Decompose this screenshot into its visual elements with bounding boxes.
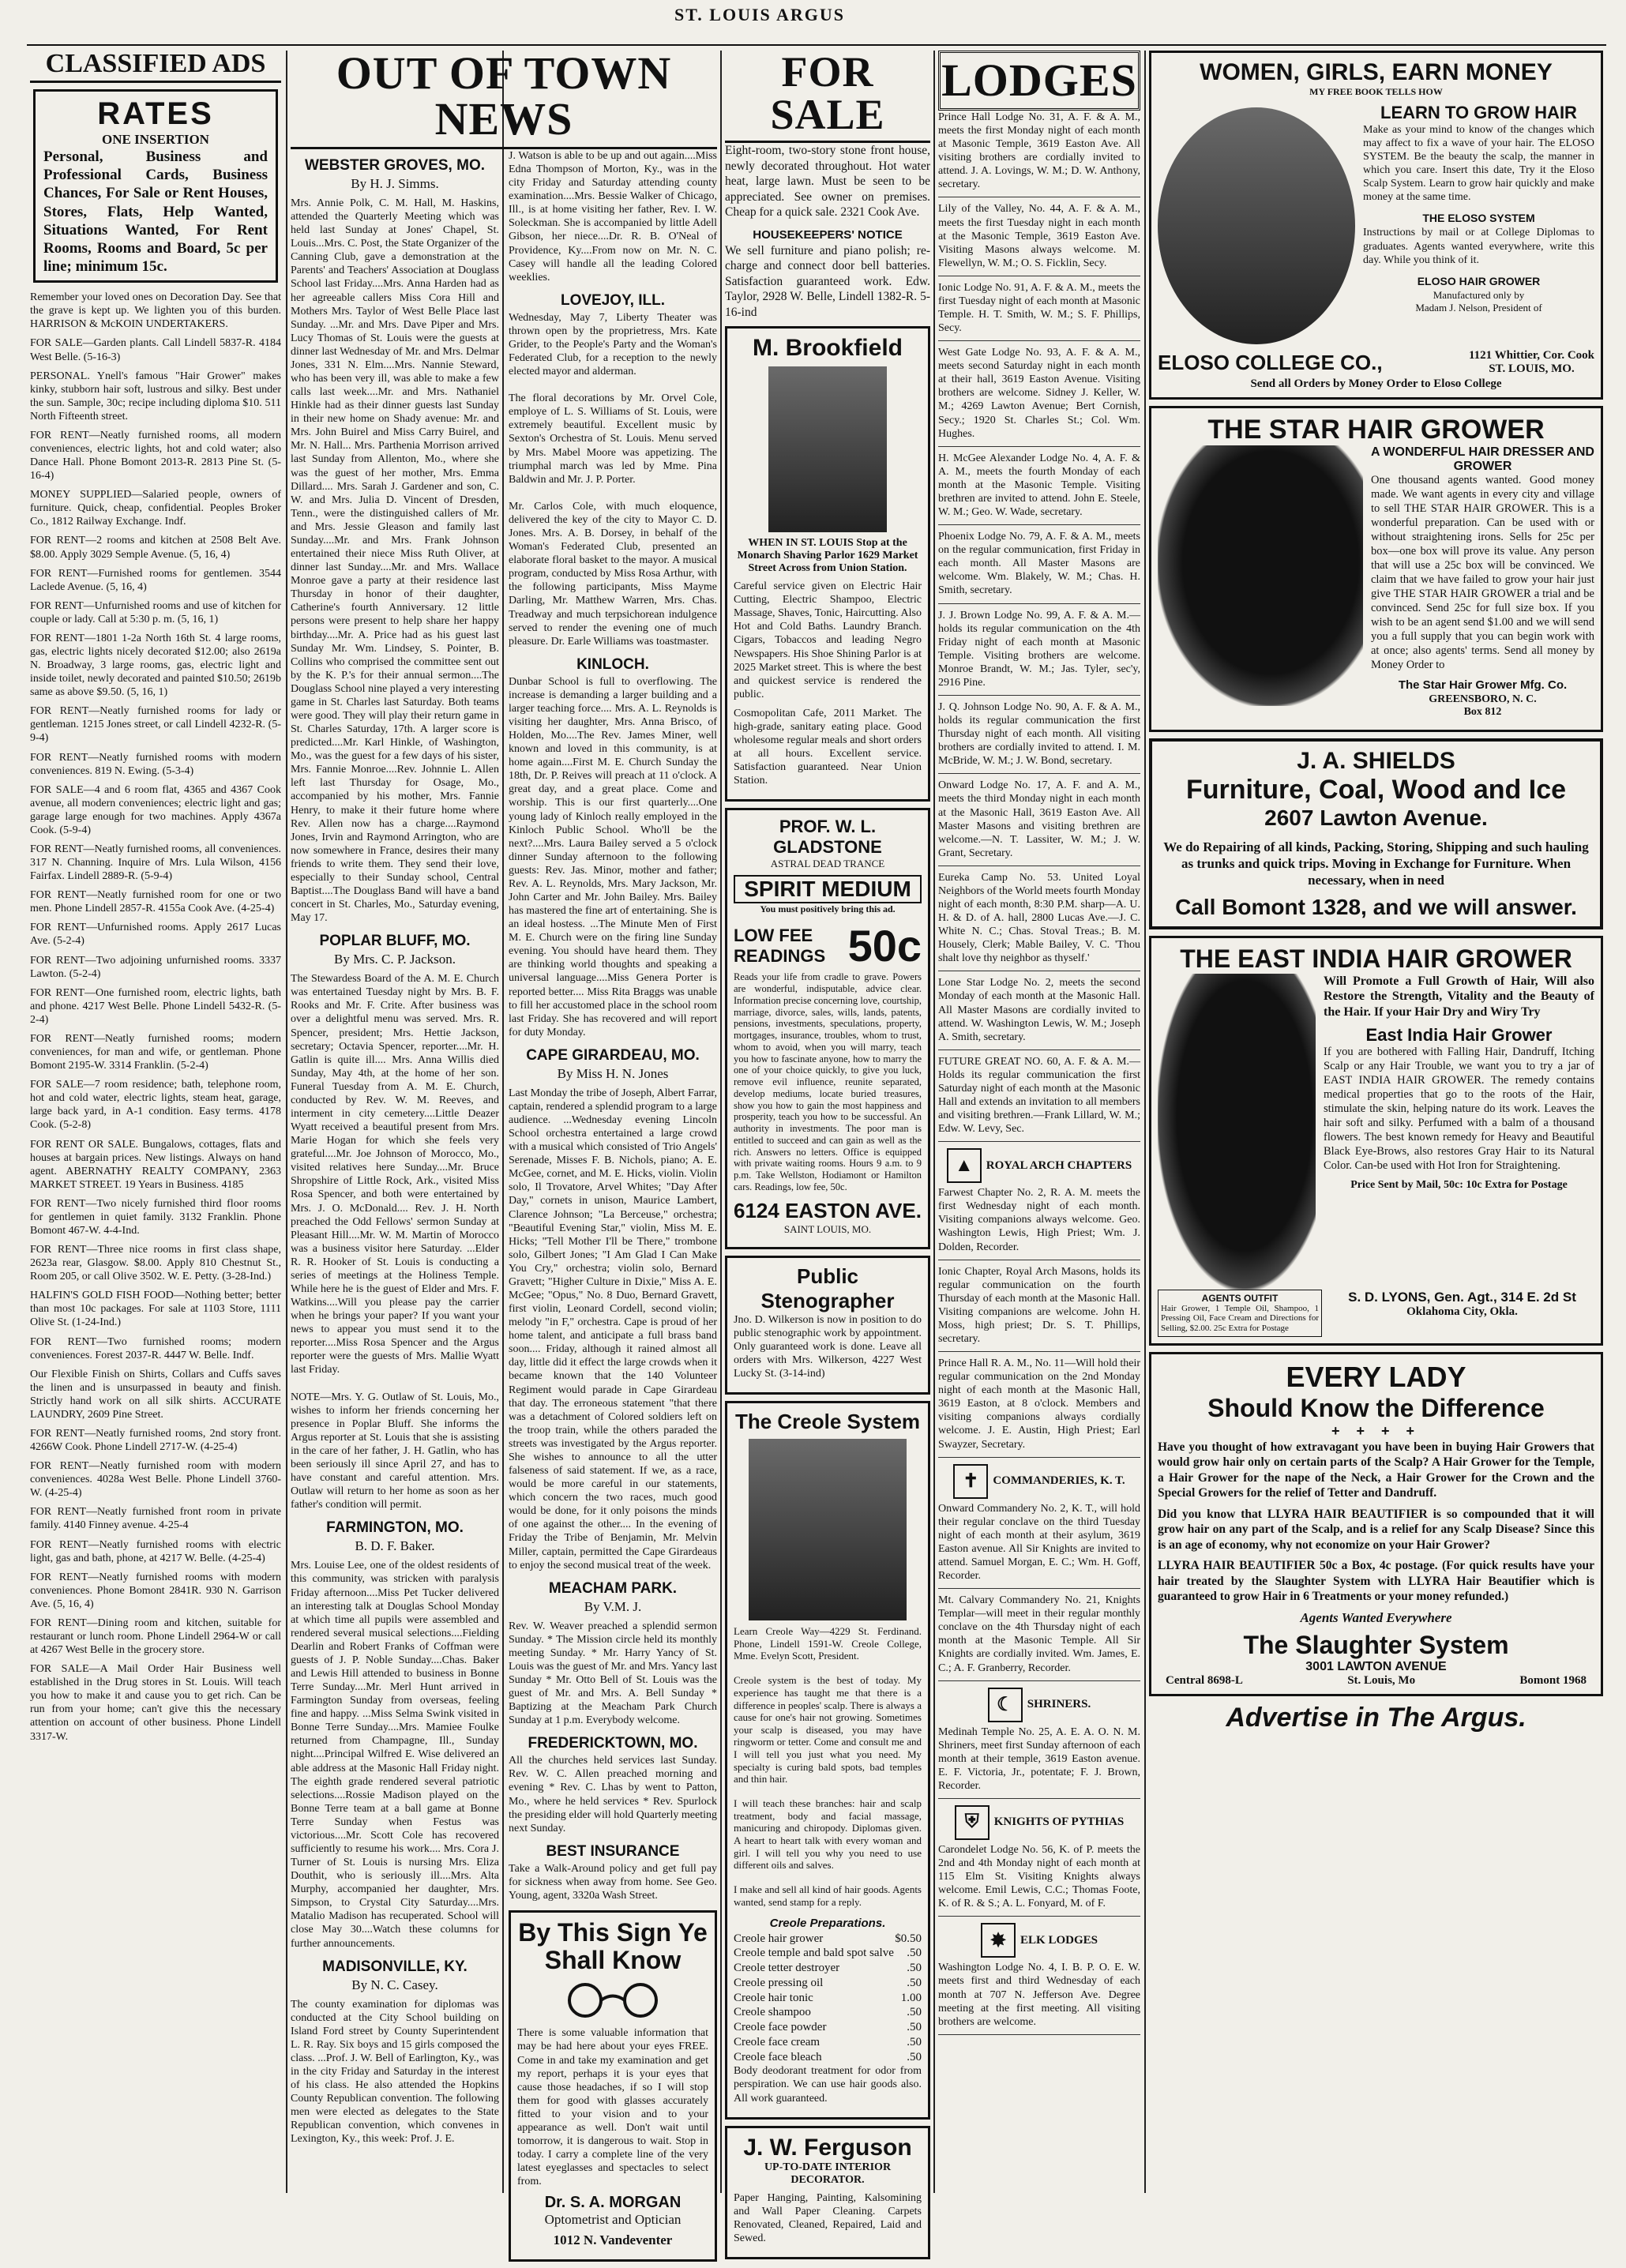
gladstone-price: 50c — [847, 921, 922, 971]
price-row — [734, 1946, 922, 1961]
gladstone-ad — [725, 808, 930, 1249]
slaughter-phone-2: Bomont 1968 — [1519, 1673, 1587, 1687]
out-of-town-left — [291, 149, 499, 2268]
price-item-value: .50 — [907, 2035, 922, 2048]
news-text: The Stewardess Board of the A. M. E. Church was entertained Tuesday night by Mrs. B. F. Rooks and Mr. F. Crite. After business was over a delightful menu was served. Mrs. R. Spencer, president; Mrs. Hettie Jackson, secretary; Octavia Spencer, reporter....Mr. H. Gatlin is quite ill.... Mrs. Anna Willis died Sunday, May 4th, at the home of her son. Funeral Tuesday from A. M. E. Church, conducted by Rev. W. M. Reeves, and interment in city cemetery....Little Deazer Wyatt received a beautiful present from Mrs. Marie Hogan for which she feels very grateful....Mr. Joe Johnson of Morocco, Mo., visited relatives here Sunday....Mr. Bruce Shropshire of Little Rock, Ark., visited Miss Rosa Spencer, and both were entertained by Mrs. J. O. McDonald.... Rev. J. H. North preached the Odd Fellows' sermon Sunday at Pleasant Hill....Mr. W. M. Martin of Morocco was a business visitor here Saturday. ...Elder R. R. Hooker of St. Louis is conducting a series of meetings at the Holiness Temple. While here he is the guest of Elder and Mrs. F. Watkins....Will you please pay the carrier when he brings your paper? If you want your news to appear you must send it to the reporter....Miss Rosa Spencer and the Argus reporter were the guests of Mrs. Mallie Wyatt last Friday. NOTE—Mrs. Y. G. Outlaw of St. Louis, Mo., wishes to inform her friends concerning her presence in Poplar Bluff. She informs the Argus reporter at St. Louis that she is assisting in the care of her father, J. H. Gatlin, who has been seriously ill since April 27, and has to have constant and careful attention. Mrs. Outlaw will return to her home as soon as her father's condition will permit. — [291, 973, 499, 1511]
news-place: BEST INSURANCE — [546, 1842, 680, 1860]
news-text: Dunbar School is full to overflowing. The increase is demanding a larger building and a larger teaching force.... Mrs. A. L. Reynolds is visiting her daughter, Mrs. Anna Brisco, of Holden, Mo....The Rev. James Miner, well known and loved in this community, is at home again....First M. E. Church Sunday the 18th, Dr. P. Reives will preach at 11 o'clock. A great day, and a great place. Come and worship. This is our first quarterly....One young lady of Kinloch really employed in the Kinloch Public School. Who'll be the next?....Mrs. Laura Bailey served a 5 o'clock dinner Sunday afternoon to the following guests: Rev. Jas. Minor, mother and father; Rev. A. L. Reynolds, Mrs. Mary Jackson, Mr. John Carter and Mr. John Bailey. Mrs. Bailey has mastered the fine art of entertaining. She is an ideal hostess. ...The Minute Men of First M. E. Church were on the firing line Sunday evening. You should have heard them. They are thinking world thoughts and speaking a universal language....Miss Genera Porter is reported better.... Miss Rita Braggs was unable to fill her accustomed place in the school room last Friday. She has recovered and will report for duty Monday. — [509, 675, 717, 1038]
lodge-notice: FUTURE GREAT NO. 60, A. F. & A. M.—Holds its regular communication the first Saturday night of each month at the Masonic Hall and extends an invitation to all members and visiting brethren.—Frank Lillard, W. M.; Edw. W. Levy, Sec. — [938, 1055, 1140, 1136]
classified-item: FOR RENT—Three nice rooms in first class shape, 2623a rear, Glasgow. $8.00. Apply 810 Chestnut St., Room 205, or call Olive 3502. W. E. Petty. (3-28-Ind.) — [30, 1244, 281, 1283]
star-text-block — [1371, 445, 1594, 723]
every-lady-p3: LLYRA HAIR BEAUTIFIER 50c a Box, 4c postage. (For quick results have your hair treated by the Slaughter System with LLYRA Hair Beautifier which is guaranteed to grow Hair in 6 Treatments or your money refunded.) — [1158, 1559, 1594, 1604]
news-text: Rev. W. Weaver preached a splendid sermon Sunday. * The Mission circle held its monthly meeting Sunday. * Mr. Harry Yancy of St. Louis was the guest of Mr. and Mrs. Yancy last Sunday * Mr. Otto Bell of St. Louis was the guest of Mr. and Mrs. A. Bell Sunday * Baptizing at the Meacham Park Church Sunday at 1 p.m. Everybody welcome. — [509, 1620, 717, 1727]
shriners-list — [938, 1725, 1140, 1799]
classified-item: FOR RENT—Neatly furnished rooms with electric light, gas and bath, phone, at 4217 W. Belle. (4-25-4) — [30, 1538, 281, 1564]
hair-ads-column — [1149, 51, 1603, 2193]
classified-item: FOR SALE—Garden plants. Call Lindell 5837-R. 4184 West Belle. (5-16-3) — [30, 337, 281, 363]
east-india-text: If you are bothered with Falling Hair, Dandruff, Itching Scalp or any Hair Trouble, we want you to try a jar of EAST INDIA HAIR GROWER. The remedy contains medical properties that go to the roots of the Hair, stimulate the skin, helping nature do its work. Leaves the hair soft and silky. Perfumed with a balm of a thousand flowers. The best known remedy for Heavy and Beautiful Black Eye-Brows, also restores Gray Hair to its Natural Color. Can-be used with Hot Iron for Straightening. — [1324, 1046, 1594, 1173]
classified-item: FOR RENT—Neatly furnished front room in private family. 4140 Finney avenue. 4-25-4 — [30, 1506, 281, 1532]
gladstone-text: Reads your life from cradle to grave. Powers are wonderful, indisputable, advice clear. Information precise concerning love, courtship, marriage, divorce, sales, wills, lands, patents, pensions, investments, speculations, property, mortgages, insurance, troubles, whom to trust, whom to avoid, when you will marry, teach you how to fascinate anyone, how to marry the one of your choice quickly, to give you luck, remove evil influence, reunite separated, develop mediums, locate buried treasures, show you how to gain the most happiness and prosperity, teach you how to be successful. An authority in investments. The poor man is entitled to succeed and can gain as well as the rich. Answers no letters. Office is equipped with private waiting rooms. Hours 9 a.m. to 9 p.m. Take Wellston, Hodiamont or Hamilton cars. Readings, low fee, 50c. — [734, 971, 922, 1192]
eloso-system: THE ELOSO SYSTEM — [1422, 212, 1535, 225]
commanderies-title: COMMANDERIES, K. T. — [993, 1474, 1125, 1488]
classified-item: FOR RENT—Two adjoining unfurnished rooms. 3337 Lawton. (5-2-4) — [30, 954, 281, 980]
elk-emblem-icon: ✸ — [981, 1923, 1016, 1958]
gladstone-sub: ASTRAL DEAD TRANCE — [770, 858, 885, 870]
news-text: Take a Walk-Around policy and get full pay for sickness when away from home. See Geo. Young, agent, 3320a Wash Street. — [509, 1862, 717, 1902]
price-item-name: Creole tetter destroyer — [734, 1962, 840, 1975]
classified-item: FOR RENT—Neatly furnished rooms, all conveniences. 317 N. Channing. Inquire of Mrs. Lula Wilson, 4156 Fairfax. Lindell 2889-R. (5-9-4) — [30, 843, 281, 883]
out-of-town-column — [291, 47, 717, 2248]
east-india-lead: Will Promote a Full Growth of Hair, Will also Restore the Strength, Vitality and the Beauty of the Hair. If your Hair Dry and Wiry Try — [1324, 974, 1594, 1019]
every-lady-ad — [1149, 1352, 1603, 1696]
classified-column — [30, 51, 281, 2193]
royal-arch-emblem-icon: ▲ — [947, 1148, 982, 1183]
rates-body: Personal, Business and Professional Cards, Business Chances, For Sale or Rent Houses, Stores, Flats, Help Wanted, Situations Wanted, For Rent Rooms, Rooms and Board, 5c per line; minimum 15c. — [43, 148, 268, 276]
classified-item: FOR RENT—Two nicely furnished third floor rooms for gentlemen in quiet family. 3132 Franklin. Phone Bomont 467-W. 4-4-Ind. — [30, 1197, 281, 1237]
column-rule — [933, 51, 935, 2193]
classified-item: FOR RENT OR SALE. Bungalows, cottages, flats and houses at bargain prices. New listings. Always on hand agent. ABERNATHY REALTY COMPANY, 2363 MARKET STREET. 19 Years in Business. 4185 — [30, 1138, 281, 1191]
lodge-notice: Farwest Chapter No. 2, R. A. M. meets the first Wednesday night of each month. Visiting companions always welcome. Geo. Washington Lewis, High Priest; Wm. J. Dolden, Recorder. — [938, 1187, 1140, 1253]
eloso-note: Instructions by mail or at College Diplomas to graduates. Agents wanted everywhere, write this day. While you think of it. — [1363, 227, 1594, 266]
news-section — [291, 157, 499, 925]
brookfield-title: M. Brookfield — [752, 335, 903, 362]
news-section — [509, 292, 717, 648]
classified-item: Remember your loved ones on Decoration Day. See that the grave is kept up. We lighten you of this burden. HARRISON & McKOIN UNDERTAKERS. — [30, 291, 281, 331]
rates-subtitle: ONE INSERTION — [102, 132, 209, 147]
every-lady-agents: Agents Wanted Everywhere — [1300, 1609, 1452, 1625]
price-item-value: .50 — [907, 1947, 922, 1960]
pythias-title: KNIGHTS OF PYTHIAS — [993, 1816, 1125, 1829]
stenographer-title: Public Stenographer — [760, 1264, 895, 1312]
notice-divider — [938, 1680, 1140, 1681]
east-india-illustration — [1158, 974, 1316, 1290]
eloso-city: ST. LOUIS, MO. — [1489, 362, 1575, 375]
notice-divider — [938, 1141, 1140, 1142]
lodge-notice: Prince Hall Lodge No. 31, A. F. & A. M., meets the first Monday night of each month at Masonic Temple, 3619 Easton Ave. All visiting brothers are cordially invited to attend. J. A. Lovings, W. M.; D. W. Anthony, secretary. — [938, 111, 1140, 191]
price-row — [734, 1961, 922, 1976]
lodge-notice: Ionic Chapter, Royal Arch Masons, holds its regular communication on the fourth Thursday of each month at the Masonic Hall. Visiting companions are welcome. John H. Moss, high priest; Dr. S. T. Phillips, secretary. — [938, 1265, 1140, 1346]
classified-item: FOR RENT—Neatly furnished rooms; modern conveniences, for man and wife, or gentleman. Phone Bomont 2195-W. 3314 Franklin. (5-2-4) — [30, 1032, 281, 1072]
notice-divider — [938, 1798, 1140, 1799]
brookfield-ad — [725, 326, 930, 802]
shriners-heading — [938, 1688, 1140, 1722]
classified-item: FOR RENT—Neatly furnished rooms with modern conveniences. Phone Bomont 2841R. 930 N. Garrison Ave. (5, 16, 4) — [30, 1571, 281, 1610]
classified-item: FOR RENT—Dining room and kitchen, suitable for restaurant or lunch room. Phone Lindell 2964-W or call at 4267 West Belle in the grocery store. — [30, 1617, 281, 1657]
out-of-town-banner: OUT OF TOWN NEWS — [291, 51, 717, 149]
rates-box — [33, 89, 278, 283]
eloso-headline: LEARN TO GROW HAIR — [1380, 103, 1577, 122]
pythias-list — [938, 1843, 1140, 1917]
east-india-city: Oklahoma City, Okla. — [1406, 1305, 1518, 1318]
star-text: One thousand agents wanted. Good money made. We want agents in every city and village to sell THE STAR HAIR GROWER. This is a wonderful preparation. Can be used with or without straightening irons. Sells for 25c per box—one box will prove its value. Any person that will use a 25c box will be convinced. We claim that we have failed to grow your hair just give THE STAR HAIR GROWER a trial and be convinced. Send 25c for full size box. If you wish to be an agent send $1.00 and we will send you a full supply that you can begin work with at once; also agents' terms. Send all money by Money Order to — [1371, 474, 1594, 671]
notice-divider — [938, 1457, 1140, 1458]
east-india-footer — [1158, 1290, 1594, 1337]
notice-divider — [938, 1916, 1140, 1917]
creole-footer: Body deodorant treatment for odor from perspiration. We can use hair goods also. All work guaranteed. — [734, 2065, 922, 2105]
classified-item: FOR SALE—7 room residence; bath, telephone room, hot and cold water, electric lights, steam heat, garage, large back yard, in A-1 condition. Easy terms. 4178 Cook. (5-2-8) — [30, 1079, 281, 1132]
lodge-notice: Prince Hall R. A. M., No. 11—Will hold their regular communication on the 2nd Monday night of each month at the Masonic Hall, 3619 Easton, at 8 o'clock. Members and visiting companions always cordially welcome. J. E. Austin, High Priest; Earl Swayzer, Secretary. — [938, 1357, 1140, 1451]
notice-divider — [938, 695, 1140, 696]
star-title: THE STAR HAIR GROWER — [1207, 415, 1545, 445]
east-india-ad — [1149, 936, 1603, 1346]
lodge-notice: Carondelet Lodge No. 56, K. of P. meets the 2nd and 4th Monday night of each month at 115 Elm St. Visiting Knights always welcome. Emil Lewis, C.C.; Thomas Foote, K. of R. & S.; A. L. Fonyard, M. of F. — [938, 1843, 1140, 1910]
for-sale-column — [725, 48, 930, 2244]
star-city: GREENSBORO, N. C. — [1429, 693, 1537, 705]
news-place: KINLOCH. — [576, 655, 649, 673]
news-text: Mrs. Annie Polk, C. M. Hall, M. Haskins, attended the Quarterly Meeting which was held last Sunday at Jones' Chapel, St. Louis...Mrs. C. Post, the State Organizer of the Canning Club, gave a demonstration at the Parents' and Teachers' Association at Douglass School last Friday....Mrs. Anna Harden had as her agreeable callers Miss Cora Hill and Mothers Mrs. Taylor of West Belle Place last Sunday. ...Mr. and Mrs. Dave Piper and Mrs. Lucy Thomas of St. Louis were the guests at dinner last Wednesday of Mr. and Mrs. Delmar Jones, 331 N. Elm....Mrs. Nannie Steward, who has been very ill, was able to make a few calls last week....Mr. and Mrs. Nathaniel Hinkle had as their dinner guests last Sunday in their new home on Shady avenue: Mr. and Mrs. John Buirel and Miss Carry Buirel, and Mr. N. Hall... Mrs. Parthenia Morrison arrived last Sunday from Allenton, Mo., where she was the guest of her mother, Mrs. Emma Dillard.... Mrs. Sarah J. Gardener and son, C. W. and Mrs. Julia D. Vincent of Dresden, Tenn., were the distinguished callers of Mr. and Mrs. Jessie Gleason and family last Sunday....Mr. and Mrs. Frank Johnson entertained their niece Miss Ruth Oliver, at dinner last Sunday....Mr. and Mrs. Wallace Monroe gave a party at their residence last Thursday in honor of their daughter, Catherine's fourth Anniversary. 12 little persons were present to help share her happy birthday....Mr. A. Price had as his guest last Sunday Mr. Wm. Lindsey, S. Pointer, B. Collins who comprised the committee sent out by the K. P.'s for their annual sermon....The Douglass School nine played a very interesting game in St. Charles last Saturday. Both teams were good. They will play their return game in St. Charles Saturday, 17th. A larger score is predicted....Mr. Karl Hinkle, of Washington, Mo., was the guest for a few days of his sister, Mrs. Fannie Monroe....Rev. Johnnie L. Allen left last Thursday for Osage, Mo., accompanied by his mother, Mrs. Fannie Henry, to make it their future home where Rev. Allen now has a charge....Raymond Jones, Irvin and Raymond Arrington, who are now somewhere in France, desires their many friends to write them. They send their love, especially to their Sunday school, Central Baptist....The Douglass Band will have a band concert in St. Charles, Mo., Saturday evening, May 17. — [291, 197, 499, 925]
lodge-notice: Eureka Camp No. 53. United Loyal Neighbors of the World meets fourth Monday night of each month, 8:30 P.M. sharp—A. U. H. & D. of A. hall, 2800 Lucas Ave.—J. C. White N. C.; Chas. Stoval Treas.; B. M. Housely, Clerk; Mable Bailey, V. C. 'Thou shalt love thy neighbor as thyself.' — [938, 871, 1141, 965]
gladstone-low-fee: LOW FEE READINGS — [734, 925, 826, 966]
notice-divider — [938, 340, 1140, 341]
price-item-value: 1.00 — [900, 1991, 922, 2004]
price-row — [734, 1932, 922, 1947]
brookfield-caption: WHEN IN ST. LOUIS Stop at the Monarch Shaving Parlor 1629 Market Street Across from Union Station. — [737, 537, 918, 575]
newspaper-page — [27, 0, 1606, 2248]
for-sale-banner: FOR SALE — [725, 51, 930, 143]
classified-item: FOR RENT—1801 1-2a North 16th St. 4 large rooms, gas, electric lights nicely decorated $12.00; also 2619a N. Broadway, 3 large rooms, gas, electric light and inside toilet, newly decorated and painted $10.50; 2619b same as above $9.50. (5, 16, 1) — [30, 632, 281, 699]
classified-item: FOR RENT—Unfurnished rooms. Apply 2617 Lucas Ave. (5-2-4) — [30, 922, 281, 948]
spectacles-icon — [517, 1981, 708, 2020]
star-hair-ad — [1149, 406, 1603, 732]
news-place: LOVEJOY, ILL. — [561, 291, 665, 309]
eloso-body — [1158, 103, 1594, 349]
optometrist-sub: Optometrist and Optician — [544, 2212, 682, 2228]
gladstone-note: You must positively bring this ad. — [760, 903, 896, 915]
every-lady-title: EVERY LADY — [1286, 1360, 1466, 1393]
notice-divider — [938, 524, 1140, 525]
classified-item: FOR RENT—Furnished rooms for gentlemen. 3544 Laclede Avenue. (5, 16, 4) — [30, 567, 281, 593]
classified-item: MONEY SUPPLIED—Salaried people, owners of furniture. Quick, cheap, confidential. Peoples Broker Co., 1812 Railway Exchange. Indf. — [30, 489, 281, 528]
classified-item: FOR RENT—Neatly furnished rooms with modern conveniences. 819 N. Ewing. (5-3-4) — [30, 751, 281, 777]
news-place: WEBSTER GROVES, MO. — [304, 157, 486, 174]
price-item-value: .50 — [907, 2006, 922, 2019]
classified-item: FOR RENT—Unfurnished rooms and use of kitchen for couple or lady. Call at 5:30 p. m. (5, 16, 1) — [30, 599, 281, 625]
eloso-text: Make as your mind to know of the changes which may affect to fix a wave of your hair. The ELOSO SYSTEM. Be the beauty the scalp, the manner in which you care. Insert this date, Try it the Eloso Scalp System. Learn to grow hair quickly and make money at the same time. — [1363, 124, 1594, 204]
lodge-notice: J. J. Brown Lodge No. 99, A. F. & A. M.—holds its regular communication on the 4th Friday night of each month at Masonic Temple. Visiting brothers are welcome. Monroe Brandt, W. M.; Jas. Tyler, sec'y, 2916 Pine. — [938, 609, 1140, 689]
news-text: The county examination for diplomas was conducted at the City School building on Island Ford street by County Superintendent L. R. Ray. Six boys and 15 girls composed the class. ...Prof. J. W. Bell of Earlington, Ky., was in the city Friday and Saturday in the interest of his class. He also attended the Hopkins County Republican convention. The following men were elected as delegates to the State Republican convention, which convenes in Lexington, Ky., this week: Prof. J. E. — [291, 1998, 499, 2146]
slaughter-phone-1: Central 8698-L — [1166, 1673, 1243, 1687]
shields-address: 2607 Lawton Avenue. — [1264, 805, 1488, 830]
classified-item: FOR RENT—One furnished room, electric lights, bath and phone. 4217 West Belle. Phone Lindell 5432-R. (5-2-4) — [30, 986, 281, 1026]
gladstone-address: 6124 EASTON AVE. — [734, 1198, 922, 1222]
royal-arch-title: ROYAL ARCH CHAPTERS — [986, 1158, 1132, 1172]
optometrist-address: 1012 N. Vandeventer — [553, 2232, 673, 2248]
news-place: CAPE GIRARDEAU, MO. — [526, 1046, 700, 1064]
eloso-address-block — [1469, 349, 1594, 376]
ferguson-ad — [725, 2126, 930, 2259]
classified-item: FOR RENT—2 rooms and kitchen at 2508 Belt Ave. $8.00. Apply 3029 Semple Avenue. (5, 16, 4) — [30, 535, 281, 561]
gladstone-name: PROF. W. L. GLADSTONE — [773, 817, 882, 858]
ferguson-sub: UP-TO-DATE INTERIOR DECORATOR. — [764, 2161, 892, 2186]
price-row — [734, 1976, 922, 1991]
price-item-name: Creole face cream — [734, 2035, 821, 2048]
news-section — [509, 1843, 717, 1902]
price-item-name: Creole shampoo — [734, 2006, 811, 2019]
optometrist-name: Dr. S. A. MORGAN — [544, 2194, 682, 2212]
lodge-notice: J. Q. Johnson Lodge No. 90, A. F. & A. M., holds its regular communication the first Thursday night of each month. All visiting brothers are cordially invited to attend. I. M. McBride, W. M.; J. W. Bond, secretary. — [938, 700, 1140, 768]
lodge-notice: Lily of the Valley, No. 44, A. F. & A. M., meets the first Tuesday night in each month at the Masonic Temple, 3619 Easton Ave. Visiting Masons always welcome. M. Flewellyn, W. M.; O. S. Ficklin, Secy. — [938, 203, 1140, 269]
east-india-text-block — [1324, 974, 1594, 1290]
shields-text: We do Repairing of all kinds, Packing, Storing, Shipping and such hauling as trunks and quick trips. Moving in Exchange for Furniture. When necessary, when in need — [1163, 839, 1589, 888]
classified-item: PERSONAL. Ynell's famous "Hair Grower" makes kinky, stubborn hair soft, lustrous and silky. Best under the sun. Sample, 30c; recipe including diploma $10. 511 North Fifteenth street. — [30, 370, 281, 422]
pythias-heading — [938, 1805, 1140, 1840]
classified-item: FOR SALE—A Mail Order Hair Business well established in the Drug stores in St. Louis. Will teach you how to make it and cause you to get rich. Can be run from your home; can't give this the necessary attention on account of other business. Phone Lindell 3317-W. — [30, 1663, 281, 1743]
slaughter-company: The Slaughter System — [1243, 1630, 1509, 1659]
news-place: POPLAR BLUFF, MO. — [319, 933, 471, 950]
star-hair-illustration — [1158, 445, 1363, 706]
price-row — [734, 1991, 922, 2006]
stenographer-ad — [725, 1256, 930, 1395]
notice-divider — [938, 1351, 1140, 1352]
news-section — [509, 1047, 717, 1572]
optometrist-title: By This Sign Ye Shall Know — [518, 1917, 708, 1975]
eloso-mfr: Manufactured only by — [1433, 288, 1525, 301]
lodge-notice: Mt. Calvary Commandery No. 21, Knights Templar—will meet in their regular monthly conclave on the 4th Thursday night of each month at the Masonic Temple. All Sir Knights are cordially invited. Wm. James, E. C.; A. F. Granberry, Recorder. — [938, 1594, 1140, 1674]
column-rule — [1144, 51, 1146, 2193]
classified-item: FOR RENT—Neatly furnished rooms, all modern conveniences, electric lights, hot and cold water; also Dance Hall. Phone Bomont 2013-R. 2813 Pine St. (5-16-4) — [30, 429, 281, 483]
east-india-price: Price Sent by Mail, 50c: 10c Extra for Postage — [1350, 1179, 1568, 1192]
optometrist-ad — [509, 1910, 717, 2262]
cafe-text: Cosmopolitan Cafe, 2011 Market. The high-grade, sanitary eating place. Good wholesome regular meals and short orders at all hours. Excellent service. Satisfaction guaranteed. Near Union Station. — [734, 707, 922, 787]
classified-banner: CLASSIFIED ADS — [30, 51, 281, 83]
news-text: Mrs. Louise Lee, one of the oldest residents of this community, was stricken with paralysis Friday afternoon....Miss Pet Tucker delivered an interesting talk at Douglas School Monday at which time all pupils were assembled and rendered several musical selections....Fielding Dearlin and Robert Franks of Coffman were guests of J. P. Noble Sunday....Chas. Baker and Lewis Hill attended to business in Bonne Terre Sunday....Mr. Merl Hunt arrived in Farmington Sunday from overseas, feeling fine and happy. ...Miss Selma Swink visited in Bonne Terre Sunday....Mrs. Mamiee Foulke returned from Champagne, Ill., Sunday night....Principal Wilfred E. Wise delivered an able address at the Masonic Hall Friday night. The eighth grade rendered several patriotic selections....Rossie Madison played on the Bonne Terre team at a ball game at Bonne Terre Sunday when Festus was victorious....Mr. Scott Cole has recovered sufficiently to resume his work.... Mrs. Cora J. Turner of St. Louis is nursing Mrs. Eliza Douthit, who is seriously ill....Mrs. Alta Murphy, accompanied her daughter, Mrs. Simpson, to Crystal City Saturday....Mrs. Matalio Madison has recuperated. School will close May 30....Watch these columns for further announcements. — [291, 1560, 499, 1950]
stenographer-text: Jno. D. Wilkerson is now in position to do public stenographic work by appointment. Only guaranteed work is done. Leave all orders with Mrs. Wilkerson, 4227 West Lucky St. (3-14-ind) — [734, 1313, 922, 1380]
shields-name: J. A. SHIELDS — [1297, 747, 1455, 774]
out-of-town-body — [291, 149, 717, 2268]
eloso-title: WOMEN, GIRLS, EARN MONEY — [1200, 59, 1553, 85]
lodge-notice: H. McGee Alexander Lodge No. 4, A. F. & A. M., meets the fourth Monday of each month at the Masonic Temple. Visiting brethren are invited to attend. John E. Steele, W. M.; Geo. W. Wade, secretary. — [938, 452, 1140, 519]
eloso-ad — [1149, 51, 1603, 400]
every-lady-p1: Have you thought of how extravagant you have been in buying Hair Growers that would grow hair only on certain parts of the Scalp? A Hair Grower for the Temple, a Hair Grower for the nape of the Neck, a Hair Grower for the Crown and the Special Growers for the relief of Tetter and Dandruff. — [1158, 1440, 1594, 1500]
advertise-footer: Advertise in The Argus. — [1226, 1702, 1526, 1733]
price-item-value: .50 — [907, 2050, 922, 2063]
price-item-value: .50 — [907, 1976, 922, 1989]
news-place: FARMINGTON, MO. — [326, 1519, 464, 1537]
commanderies-heading — [938, 1464, 1140, 1499]
price-item-name: Creole pressing oil — [734, 1976, 824, 1989]
notice-divider — [938, 1588, 1140, 1589]
slaughter-city: St. Louis, Mo — [1347, 1673, 1416, 1687]
elks-heading — [938, 1923, 1140, 1958]
shield-emblem-icon: ⛨ — [955, 1805, 989, 1840]
notice-divider — [938, 773, 1140, 774]
lodge-notice: Onward Commandery No. 2, K. T., will hold their regular conclave on the third Tuesday night of each month at their asylum, 3619 Easton avenue. All Sir Knights are invited to attend. Samuel Morgan, E. C.; Wm. H. Goff, Recorder. — [938, 1502, 1140, 1583]
news-byline: By N. C. Casey. — [351, 1977, 438, 1992]
eloso-sub: MY FREE BOOK TELLS HOW — [1309, 86, 1443, 97]
running-head: ST. LOUIS ARGUS — [674, 5, 846, 24]
lodge-notice: Phoenix Lodge No. 79, A. F. & A. M., meets on the regular communication, first Friday in each month. All Master Masons are welcome. Wm. Blakely, W. M.; Chas. H. Smith, secretary. — [938, 531, 1140, 597]
royal-arch-heading — [938, 1148, 1140, 1183]
news-text: Last Monday the tribe of Joseph, Albert Farrar, captain, rendered a splendid program to a large audience. ...Wednesday evening Lincoln School orchestra entertained a large crowd with a musical which consisted of Trio Angels' Serenade, Misses F. B. Nichols, piano; A. E. McGee, cornet, and M. E. Hicks, violin. Violin solo, Il Trovatore, Arvel Whites; "Day After Day," cornets in unison, Maurice Lambert, Clarence Johnson; "La Berceuse," orchestra; "Beautiful Evening Star," violin, Miss M. E. Hicks; "Tell Mother I'll be There," trombone solo, Gilbert Jones; "I Am Glad I Can Make You Cry," orchestra; violin solo, Bernard Gravett; "Higher Culture in Dixie," Miss A. E. McGee; "Opus," No. 8 Duo, Bernard Gravett, first violin, Leonard Cordell, second violin; melody "in F," orchestra. Cape is proud of her home talent, and anticipate a full brass band soon.... Friday, although it rained almost all day, little did it effect the large crowds when it became known that the 140 Volunteer Regiment would parade in Cape Girardeau that day. The erroneous statement "that there was a detachment of Colored soldiers left on the troop train, while the others paraded the streets was investigated by the Argus reporter. She wishes to announce to all the utter falseness of said statement. If we, as a race, would be more careful in our statements, which concern the two races, much good would be done, for it only poisons the minds of one against the other.... In the evening of Friday the Tribe of Benjamin, Mr. Melvin Miller, captain, permitted the Cape Girardeaus to enjoy the second musical treat of the week. — [509, 1087, 717, 1571]
classified-item: FOR RENT—Neatly furnished rooms for lady or gentleman. 1215 Jones street, or call Lindell 4232-R. (5-9-4) — [30, 705, 281, 745]
east-india-agent: S. D. LYONS, Gen. Agt., 314 E. 2d St — [1348, 1289, 1576, 1305]
price-item-name: Creole hair tonic — [734, 1991, 813, 2004]
elks-title: ELK LODGES — [1020, 1933, 1098, 1947]
price-item-value: .50 — [907, 2021, 922, 2034]
lodge-notice: Ionic Lodge No. 91, A. F. & A. M., meets the first Tuesday night of each month at Masonic Temple. H. T. Smith, W. M.; S. F. Phillips, Secy. — [938, 281, 1140, 335]
news-byline: By H. J. Simms. — [351, 176, 439, 191]
star-sub: A WONDERFUL HAIR DRESSER AND GROWER — [1371, 445, 1594, 473]
lodge-notice: Medinah Temple No. 25, A. E. A. O. N. M. Shriners, meet first Sunday afternoon of each month at their temple, 3619 Easton avenue. E. F. Victoria, Jr., potentate; F. J. Brown, Recorder. — [938, 1725, 1140, 1792]
price-row — [734, 2005, 922, 2020]
shields-call: Call Bomont 1328, and we will answer. — [1175, 894, 1577, 919]
news-section — [509, 1735, 717, 1834]
lodges-column — [938, 51, 1140, 2193]
price-item-name: Creole temple and bald spot salve — [734, 1947, 894, 1960]
housekeepers-title: HOUSEKEEPERS' NOTICE — [753, 227, 903, 242]
lodge-notice: West Gate Lodge No. 93, A. F. & A. M., meets second Saturday night in each month at their hall, 3619 Easton Avenue. Visiting brothers are welcome. Sidney J. Keller, W. M.; 4269 Lawton Avenue; Bert Cornish, Secy.; 1920 St. Charles St.; Col. Wm. Hughes. — [938, 347, 1140, 440]
notice-divider — [938, 446, 1140, 447]
out-of-town-right — [509, 149, 717, 2268]
news-place: MADISONVILLE, KY. — [322, 1958, 468, 1975]
price-row — [734, 2050, 922, 2065]
classified-item: FOR RENT—Neatly furnished room for one or two men. Phone Lindell 2857-R. 4155a Cook Ave. (4-25-4) — [30, 889, 281, 915]
price-item-name: Creole face powder — [734, 2021, 827, 2034]
notice-divider — [938, 2034, 1140, 2035]
news-section — [291, 1958, 499, 2146]
news-text: J. Watson is able to be up and out again....Miss Edna Thompson of Morton, Ky., was in the city Friday and Saturday attending county examination....Mrs. Bessie Walker of Chicago, Ill., is at home visiting her father, Rev. I. W. Soleckman. She is accompanied by little Adell Gibson, her niece....Dr. R. B. O'Neal of Providence, Ky....From now on Mr. N. C. Casey will handle all the leading Colored weeklies. — [509, 150, 717, 284]
price-item-name: Creole face bleach — [734, 2050, 822, 2063]
news-section — [291, 1519, 499, 1950]
slaughter-address: 3001 LAWTON AVENUE — [1305, 1659, 1447, 1673]
creole-prep-title: Creole Preparations. — [769, 1916, 886, 1930]
east-india-name: East India Hair Grower — [1365, 1025, 1553, 1046]
slaughter-contact-row — [1158, 1674, 1594, 1688]
star-body — [1158, 445, 1594, 723]
every-lady-headline: Should Know the Difference — [1207, 1393, 1545, 1422]
eloso-orders: Send all Orders by Money Order to Eloso College — [1250, 377, 1502, 390]
housekeepers-text: We sell furniture and piano polish; re-charge and connect door bell batteries. Satisfaction guaranteed work. Edw. Taylor, 2928 W. Belle, Lindell 1382-R. 5-16-ind — [725, 243, 930, 319]
east-india-agent-block — [1330, 1290, 1594, 1324]
news-byline: By Miss H. N. Jones — [557, 1065, 669, 1081]
classified-list — [30, 291, 281, 1743]
news-section — [291, 933, 499, 1511]
elks-list — [938, 1961, 1140, 2034]
classified-item: FOR RENT—Neatly furnished rooms, 2nd story front. 4266W Cook. Phone Lindell 2717-W. (4-25-4) — [30, 1427, 281, 1454]
classified-item: HALFIN'S GOLD FISH FOOD—Nothing better; better than most 10c packages. For sale at 1103 Store, 1111 Olive St. (1-24-Ind.) — [30, 1290, 281, 1329]
star-box: Box 812 — [1463, 705, 1502, 718]
eloso-portrait — [1158, 107, 1355, 344]
shields-ad — [1149, 738, 1603, 929]
for-sale-text: Eight-room, two-story stone front house, newly decorated throughout. Hot water heat, large lawn. Must be seen to be appreciated. See owner on premises. Cheap for a quick sale. 2321 Cook Ave. — [725, 144, 930, 220]
news-place: FREDERICKTOWN, MO. — [528, 1735, 698, 1752]
classified-item: FOR RENT—Neatly furnished room with modern conveniences. 4028a West Belle. Phone Lindell 3760-W. (4-25-4) — [30, 1460, 281, 1500]
lodges-list — [938, 111, 1140, 1142]
lodge-notice: Washington Lodge No. 4, I. B. P. O. E. W. meets first and third Wednesday of each month at 707 N. Jefferson Ave. Degree meeting at the first meeting. All visiting brothers are welcome. — [938, 1962, 1140, 2028]
news-text: All the churches held services last Sunday. Rev. W. C. Allen preached morning and evening * Rev. C. Lhas by went to Patton, Mo., where he held services * Rev. Spurlock the presiding elder will hold Quarterly meeting next Sunday. — [509, 1755, 717, 1834]
creole-text: Learn Creole Way—4229 St. Ferdinand. Phone, Lindell 1591-W. Creole College, Mme. Evelyn Scott, President. Creole system is the best of today. My experience has taught me that there is a difference in peoples' scalp. There is always a cause for one's hair not growing. Sometimes your scalp is diseased, you may have ringworm or tetter. Come and consult me and I will tell you just what you need. My specialty is curing bald spots, bad temples and thin hair. I will teach these branches: hair and scalp treatment, body and facial massage, manicuring and chiropody. Diplomas given. A heart to heart talk with every woman and girl. I will tell you why you need to use different oils and salves. I make and sell all kind of hair goods. Agents wanted, send stamp for a reply. — [734, 1624, 922, 1909]
column-rule — [720, 51, 722, 2193]
agents-outfit-text: Hair Grower, 1 Temple Oil, Shampoo, 1 Pressing Oil, Face Cream and Directions for Selling, $2.00. 25c Extra for Postage — [1161, 1303, 1319, 1334]
lodge-notice: Onward Lodge No. 17, A. F. and A. M., meets the third Monday night in each month at the Masonic Hall, 3619 Easton Ave. All Master Masons and visiting brethren are welcome.—N. T. Lassiter, W. M.; J. W. Grant, Secretary. — [938, 779, 1140, 859]
creole-price-list — [734, 1932, 922, 2065]
optometrist-text: There is some valuable information that may be had here about your eyes FREE. Come in and take my examination and get my report, perhaps it is your eyes that cause those headaches, if so I will stop them for good with glasses accurately fitted to your vision and to your appearance as well. Don't wait until tomorrow, it is dangerous to wait. Stop in today. I carry a complete line of the very latest eyeglasses and spectacles to select from. — [517, 2027, 708, 2188]
brookfield-text: Careful service given on Electric Hair Cutting, Electric Shampoo, Electric Massage, Shaves, Tonic, Haircutting. Also Hot and Cold Baths. Laundry Branch. Cigars, Tobaccos and leading Negro Newspapers. His Shoe Shining Parlor is at 2025 Market street. This is where the best and quickest service is rendered the public. — [734, 580, 922, 700]
east-india-title: THE EAST INDIA HAIR GROWER — [1180, 944, 1572, 973]
price-item-value: .50 — [907, 1962, 922, 1975]
classified-item: Our Flexible Finish on Shirts, Collars and Cuffs saves the linen and is unsurpassed in beauty and finish. Strictly hand work on all silk shirts. ACCURATE LAUNDRY, 2609 Pine Street. — [30, 1368, 281, 1421]
eloso-address: 1121 Whittier, Cor. Cook — [1468, 349, 1594, 362]
creole-portrait — [749, 1439, 907, 1620]
news-byline: By Mrs. C. P. Jackson. — [334, 952, 456, 967]
gladstone-city: SAINT LOUIS, MO. — [783, 1222, 872, 1235]
gladstone-price-row — [734, 920, 922, 971]
cross-emblem-icon: ✝ — [953, 1464, 988, 1499]
news-byline: B. D. F. Baker. — [355, 1538, 435, 1554]
price-row — [734, 2020, 922, 2035]
ferguson-name: J. W. Ferguson — [743, 2134, 912, 2161]
price-row — [734, 2035, 922, 2050]
news-section — [509, 1580, 717, 1728]
eloso-college: ELOSO COLLEGE CO., — [1158, 350, 1383, 374]
gladstone-headline: SPIRIT MEDIUM — [734, 875, 922, 903]
lodges-banner: LODGES — [938, 51, 1140, 111]
shriners-title: SHRINERS. — [1027, 1698, 1091, 1711]
brookfield-portrait — [768, 366, 887, 532]
every-lady-p2: Did you know that LLYRA HAIR BEAUTIFIER is so compounded that it will grow hair on any part of the Scalp, and is a relief for any Scalp Disease? Since this is an age of economy, why not economize on your Hair Grower? — [1158, 1507, 1594, 1552]
every-lady-stars: + + + + — [1331, 1422, 1421, 1439]
ferguson-text: Paper Hanging, Painting, Kalsomining and Wall Paper Cleaning. Carpets Renovated, Cleaned, Repaired, Laid and Sewed. — [734, 2191, 922, 2244]
price-item-name: Creole hair grower — [734, 1932, 824, 1945]
classified-item: FOR RENT—Two furnished rooms; modern conveniences. Forest 2037-R. 4447 W. Belle. Indf. — [30, 1335, 281, 1361]
agents-outfit-title: AGENTS OUTFIT — [1201, 1292, 1279, 1304]
eloso-president: Madam J. Nelson, President of — [1415, 301, 1542, 314]
news-section — [509, 656, 717, 1039]
news-text: Wednesday, May 7, Liberty Theater was thrown open by the proprietress, Mrs. Kate Grider, to the People's Party and the Woman's Federated Club, for a reception to the newly elected mayor and alderman. The floral decorations by Mr. Orvel Cole, employe of L. S. Williams of St. Louis, were extremely beautiful. Excellent music by Sexton's Orchestra of St. Louis. Menu served by Mrs. Mabel Moore was appetizing. The triumphal march was led by Mme. Pina Baldwin and Mr. J. P. Porter. Mr. Carlos Cole, with much eloquence, delivered the key of the city to Mayor C. D. Jones. Mrs. A. B. Dorsey, in behalf of the Woman's Federated Club, presented an elaborate floral basket to the mayor. A musical program, conducted by Miss Rosa Arthur, with the following participants, Miss Mayme Darling, Mr. Matthew Warren, Mrs. Chas. Treadway and much terpsichorean indulgence served to render the evening one of much pleasure. Dr. Earle Williams was toastmaster. — [509, 311, 717, 648]
notice-divider — [938, 603, 1140, 604]
lodge-notice: Lone Star Lodge No. 2, meets the second Monday of each month at the Masonic Hall. All Master Masons are cordially invited to attend. W. Washington Lewis, W. M.; Joseph A. Smith, secretary. — [938, 977, 1140, 1043]
column-rule — [286, 51, 287, 2193]
agents-outfit-box — [1158, 1290, 1322, 1337]
eloso-grower: ELOSO HAIR GROWER — [1417, 274, 1541, 287]
commanderies-list — [938, 1502, 1140, 1681]
creole-title: The Creole System — [734, 1409, 921, 1433]
news-byline: By V.M. J. — [584, 1598, 642, 1614]
star-company: The Star Hair Grower Mfg. Co. — [1398, 678, 1568, 692]
price-item-value: $0.50 — [895, 1932, 922, 1945]
eloso-footer — [1158, 349, 1594, 376]
creole-ad — [725, 1401, 930, 2120]
news-place: MEACHAM PARK. — [548, 1579, 678, 1597]
crescent-emblem-icon: ☾ — [988, 1688, 1023, 1722]
classified-item: FOR SALE—4 and 6 room flat, 4365 and 4367 Cook avenue, all modern conveniences; electric light and gas; garage large enough for two machines. Apply 4367a Cook. (5-9-4) — [30, 783, 281, 836]
news-section — [509, 149, 717, 284]
eloso-text-block — [1363, 103, 1594, 349]
east-india-body — [1158, 974, 1594, 1290]
rates-title: RATES — [97, 96, 214, 131]
shields-headline: Furniture, Coal, Wood and Ice — [1185, 774, 1567, 805]
royal-arch-list — [938, 1186, 1140, 1457]
